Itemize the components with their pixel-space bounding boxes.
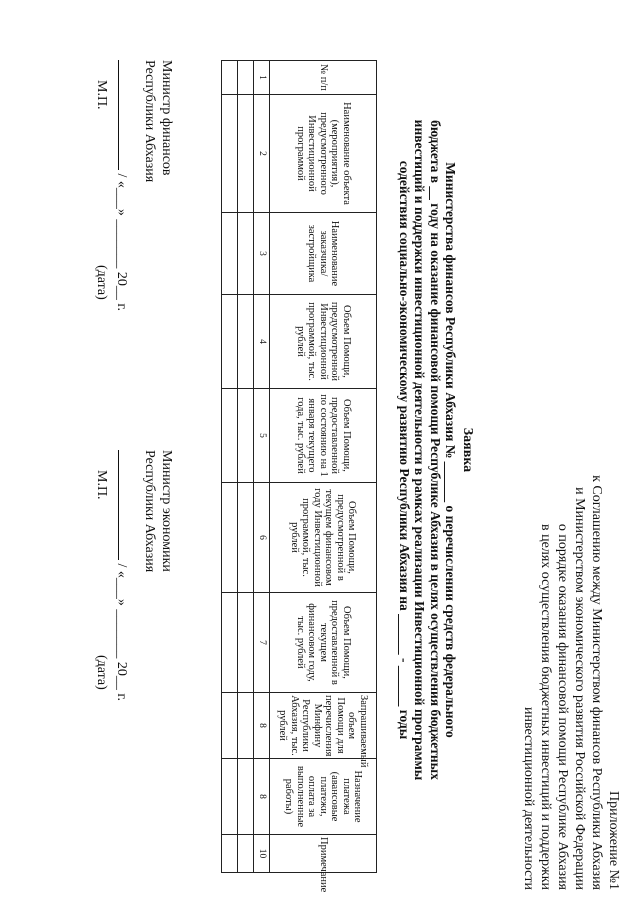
empty-cell	[222, 759, 238, 835]
empty-cell	[238, 95, 254, 213]
appendix-line: Приложение №1	[606, 791, 621, 890]
signer-role: Республики Абхазия	[142, 60, 157, 183]
empty-cell	[238, 483, 254, 593]
signer-role: Республики Абхазия	[142, 450, 157, 573]
header-cell: Наименование объекта (мероприятия), предусмотренного Инвестиционной программой	[270, 95, 377, 213]
finance-minister-signature	[141, 60, 175, 182]
column-number: 4	[254, 295, 270, 389]
empty-cell	[238, 295, 254, 389]
document-title	[397, 40, 476, 860]
empty-cell	[238, 835, 254, 873]
empty-cell	[238, 61, 254, 95]
table-header-row	[270, 61, 377, 873]
appendix-line: в целях осуществления бюджетных инвестиций и поддержки	[538, 524, 553, 890]
column-number: 5	[254, 389, 270, 483]
empty-cell	[238, 389, 254, 483]
signature-blank	[118, 450, 119, 560]
header-cell: Наименование заказчика/ застройщика	[270, 213, 377, 295]
empty-cell	[222, 593, 238, 693]
appendix-header	[520, 470, 622, 890]
signature-date-line: / «___» _______ 20__ г.	[114, 563, 129, 702]
signer-role: Министр финансов	[159, 60, 174, 176]
title-line: инвестиций и поддержки инвестиционной деятельности в рамках реализации Инвестиционной программы	[412, 119, 428, 781]
header-cell: № п/п	[270, 61, 377, 95]
empty-cell	[222, 295, 238, 389]
table-empty-row	[222, 61, 238, 873]
table-number-row	[254, 61, 270, 873]
title-heading: Заявка	[460, 427, 475, 473]
appendix-line: о порядке оказания финансовой помощи Республике Абхазия	[555, 523, 570, 890]
table-empty-row	[238, 61, 254, 873]
appendix-line: к Соглашению между Министерством финансов Республики Абхазия	[589, 475, 604, 890]
empty-cell	[222, 95, 238, 213]
economy-date-label	[93, 655, 110, 690]
header-cell: Объем Помощи, предоставленной в текущем финансовом году, тыс. рублей	[270, 593, 377, 693]
empty-cell	[238, 213, 254, 295]
column-number: 6	[254, 483, 270, 593]
empty-cell	[222, 693, 238, 759]
column-number: 1	[254, 61, 270, 95]
column-number: 8	[254, 759, 270, 835]
empty-cell	[222, 213, 238, 295]
title-line: Министерства финансов Республики Абхазия № ______ о перечислении средств федерального	[443, 162, 459, 738]
finance-signature-line	[113, 60, 130, 311]
empty-cell	[222, 61, 238, 95]
column-number: 8	[254, 693, 270, 759]
column-number: 10	[254, 835, 270, 873]
signature-date-line: / «___» _______ 20__ г.	[114, 173, 129, 312]
column-number: 7	[254, 593, 270, 693]
header-cell: Объем Помощи, предусмотренной Инвестиционной программой, тыс. рублей	[270, 295, 377, 389]
signer-role: Министр экономики	[159, 450, 174, 572]
finance-date-label	[93, 265, 110, 300]
empty-cell	[238, 593, 254, 693]
appendix-line: инвестиционной деятельности	[521, 706, 536, 890]
column-number: 2	[254, 95, 270, 213]
empty-cell	[238, 759, 254, 835]
empty-cell	[222, 483, 238, 593]
signature-blank	[118, 60, 119, 170]
finance-stamp-label	[93, 80, 110, 110]
stamp-label: М.П.	[94, 80, 109, 110]
title-line: бюджета в __ году на оказание финансовой помощи Республике Абхазия в целях осуществления бюджетных	[428, 120, 443, 780]
title-line: содействия социально-экономическому развитию Республики Абхазия на ______ - ______ годы	[397, 160, 412, 740]
date-label: (дата)	[94, 265, 109, 300]
empty-cell	[238, 693, 254, 759]
stamp-label: М.П.	[94, 470, 109, 500]
economy-stamp-label	[93, 470, 110, 500]
date-label: (дата)	[94, 655, 109, 690]
header-cell: Назначение платежа (авансовые платежи, оплата за выполненные работы)	[270, 759, 377, 835]
header-cell: Объем Помощи, предоставленной по состоянию на 1 января текущего года, тыс. рублей	[270, 389, 377, 483]
empty-cell	[222, 389, 238, 483]
empty-cell	[222, 835, 238, 873]
header-cell: Запрашиваемый объем Помощи для перечисления Минфину Республики Абхазия, тыс. рублей	[270, 693, 377, 759]
header-cell: Объем Помощи, предусмотренной в текущем финансовом году Инвестиционной программой, тыс. рублей	[270, 483, 377, 593]
request-table	[221, 60, 377, 893]
economy-minister-signature	[141, 450, 175, 572]
appendix-line: и Министерством экономического развития Российской Федерации	[572, 487, 587, 890]
column-number: 3	[254, 213, 270, 295]
header-cell: Примечание	[270, 835, 377, 873]
economy-signature-line	[113, 450, 130, 701]
